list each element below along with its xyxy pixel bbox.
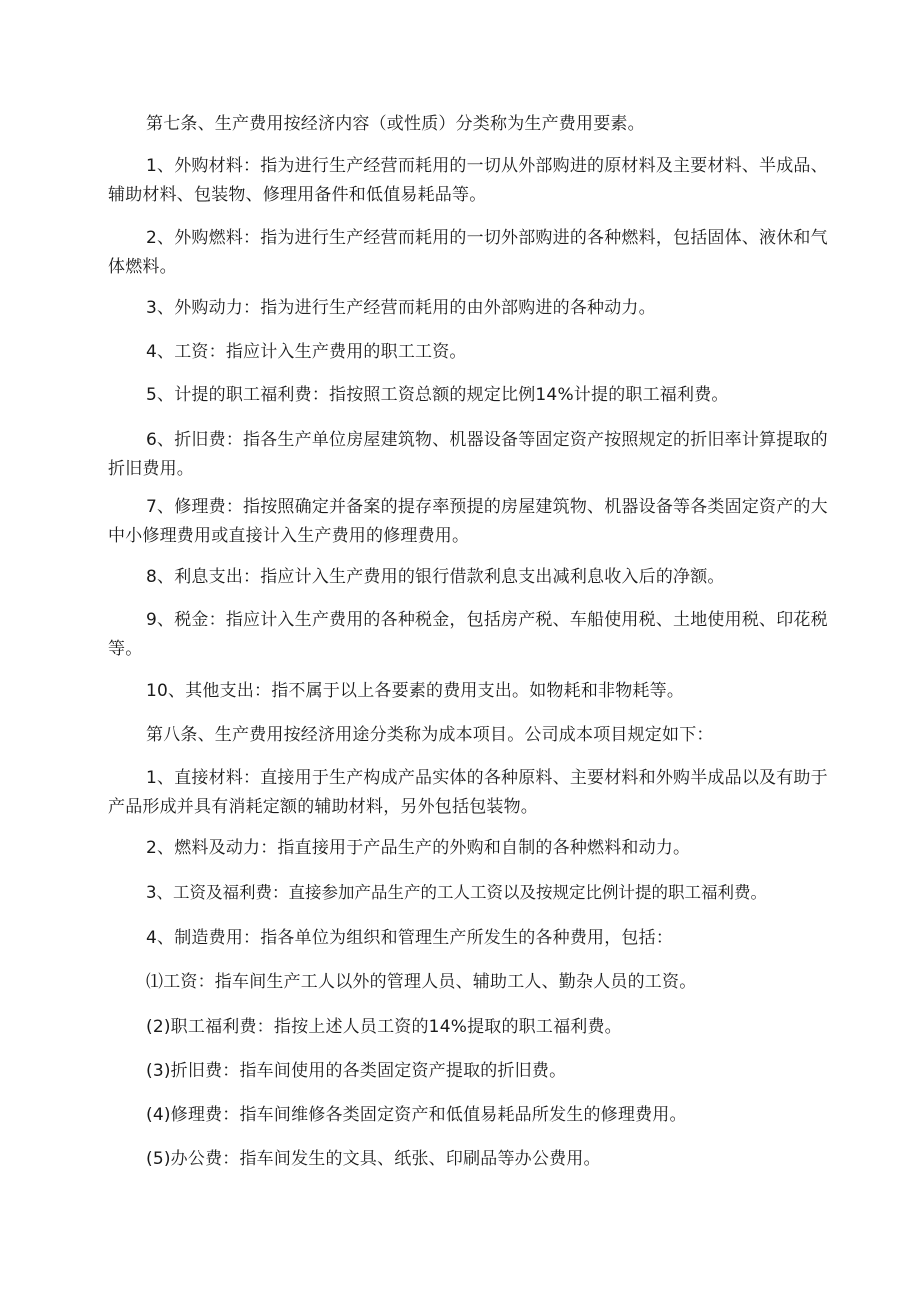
paragraph-purchased-materials: 1、外购材料：指为进行生产经营而耗用的一切从外部购进的原材料及主要材料、半成品、辅助材料、包装物、修理用备件和低值易耗品等。 [108,156,828,205]
paragraph-article-7: 第七条、生产费用按经济内容（或性质）分类称为生产费用要素。 [146,114,645,134]
paragraph-wages: 4、工资：指应计入生产费用的职工工资。 [146,342,467,362]
paragraph-wages-welfare: 3、工资及福利费：直接参加产品生产的工人工资以及按规定比例计提的职工福利费。 [146,883,767,902]
paragraph-other: 10、其他支出：指不属于以上各要素的费用支出。如物耗和非物耗等。 [146,681,685,701]
paragraph-fuel-power: 2、燃料及动力：指直接用于产品生产的外购和自制的各种燃料和动力。 [146,838,691,858]
paragraph-welfare: 5、计提的职工福利费：指按照工资总额的规定比例14%计提的职工福利费。 [146,385,729,405]
paragraph-direct-materials: 1、直接材料：直接用于生产构成产品实体的各种原料、主要材料和外购半成品以及有助于产品形成并具有消耗定额的辅助材料，另外包括包装物。 [108,768,828,817]
paragraph-depreciation: 6、折旧费：指各生产单位房屋建筑物、机器设备等固定资产按照规定的折旧率计算提取的折旧费用。 [108,430,828,479]
paragraph-manufacturing-overhead: 4、制造费用：指各单位为组织和管理生产所发生的各种费用，包括： [146,928,674,948]
subitem-overhead-repair: (4)修理费：指车间维修各类固定资产和低值易耗品所发生的修理费用。 [146,1105,687,1125]
paragraph-article-8: 第八条、生产费用按经济用途分类称为成本项目。公司成本项目规定如下： [146,725,714,745]
paragraph-purchased-fuel: 2、外购燃料：指为进行生产经营而耗用的一切外部购进的各种燃料，包括固体、液休和气体燃料。 [108,228,828,277]
subitem-overhead-office: (5)办公费：指车间发生的文具、纸张、印刷品等办公费用。 [146,1149,601,1169]
paragraph-repair: 7、修理费：指按照确定并备案的提存率预提的房屋建筑物、机器设备等各类固定资产的大中小修理费用或直接计入生产费用的修理费用。 [108,497,828,546]
subitem-overhead-depreciation: (3)折旧费：指车间使用的各类固定资产提取的折旧费。 [146,1061,567,1081]
paragraph-interest: 8、利息支出：指应计入生产费用的银行借款利息支出减利息收入后的净额。 [146,567,725,587]
subitem-overhead-wages: ⑴工资：指车间生产工人以外的管理人员、辅助工人、勤杂人员的工资。 [146,972,697,992]
paragraph-purchased-power: 3、外购动力：指为进行生产经营而耗用的由外部购进的各种动力。 [146,298,656,318]
paragraph-taxes: 9、税金：指应计入生产费用的各种税金，包括房产税、车船使用税、土地使用税、印花税等。 [108,610,828,659]
subitem-overhead-welfare: (2)职工福利费：指按上述人员工资的14%提取的职工福利费。 [146,1017,622,1037]
